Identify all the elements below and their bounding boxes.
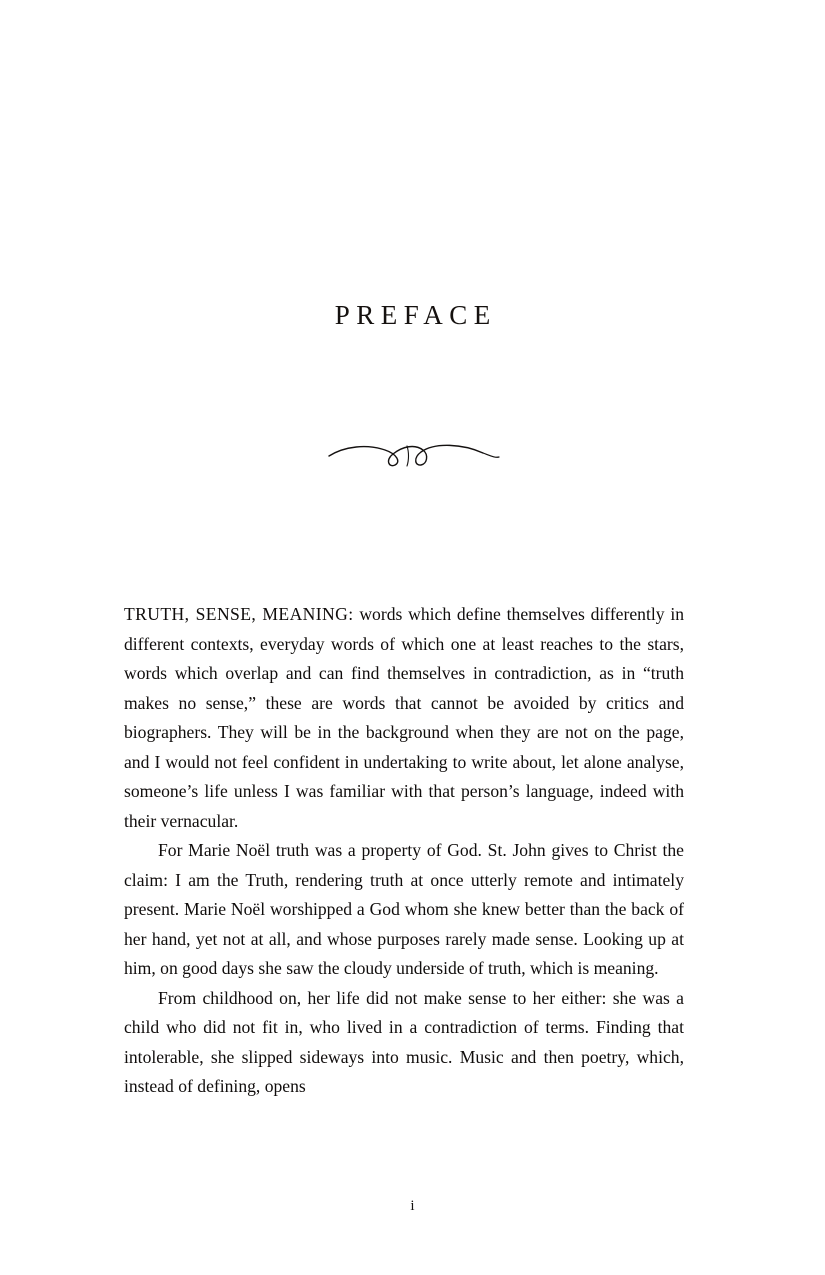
paragraph-1 <box>124 600 684 836</box>
calligraphic-flourish-ornament <box>0 432 825 492</box>
paragraph-lead-in: TRUTH, SENSE, MEANING: <box>124 604 354 624</box>
paragraph-text: words which define themselves differently in different contexts, everyday words of which one at least reaches to the stars, words which overlap and can find themselves in contradiction, as in “truth makes no sense,” these are words that cannot be avoided by critics and biographers. They will be in the background when they are not on the page, and I would not feel confident in undertaking to write about, let alone analyse, someone’s life unless I was familiar with that person’s language, indeed with their vernacular. <box>124 604 684 831</box>
paragraph-3 <box>124 984 684 1102</box>
paragraph-text: For Marie Noël truth was a property of God. St. John gives to Christ the claim: I am the Truth, rendering truth at once utterly remote and intimately present. Marie Noël worshipped a God whom she knew better than the back of her hand, yet not at all, and whose purposes rarely made sense. Looking up at him, on good days she saw the cloudy underside of truth, which is meaning. <box>124 840 684 978</box>
preface-body <box>124 600 684 1102</box>
page-title: PREFACE <box>334 300 497 330</box>
paragraph-text: From childhood on, her life did not make sense to her either: she was a child who did not fit in, who lived in a contradiction of terms. Finding that intolerable, she slipped sideways into music. Music and then poetry, which, instead of defining, opens <box>124 987 684 1096</box>
page-number: i <box>410 1198 415 1214</box>
paragraph-2 <box>124 836 684 984</box>
